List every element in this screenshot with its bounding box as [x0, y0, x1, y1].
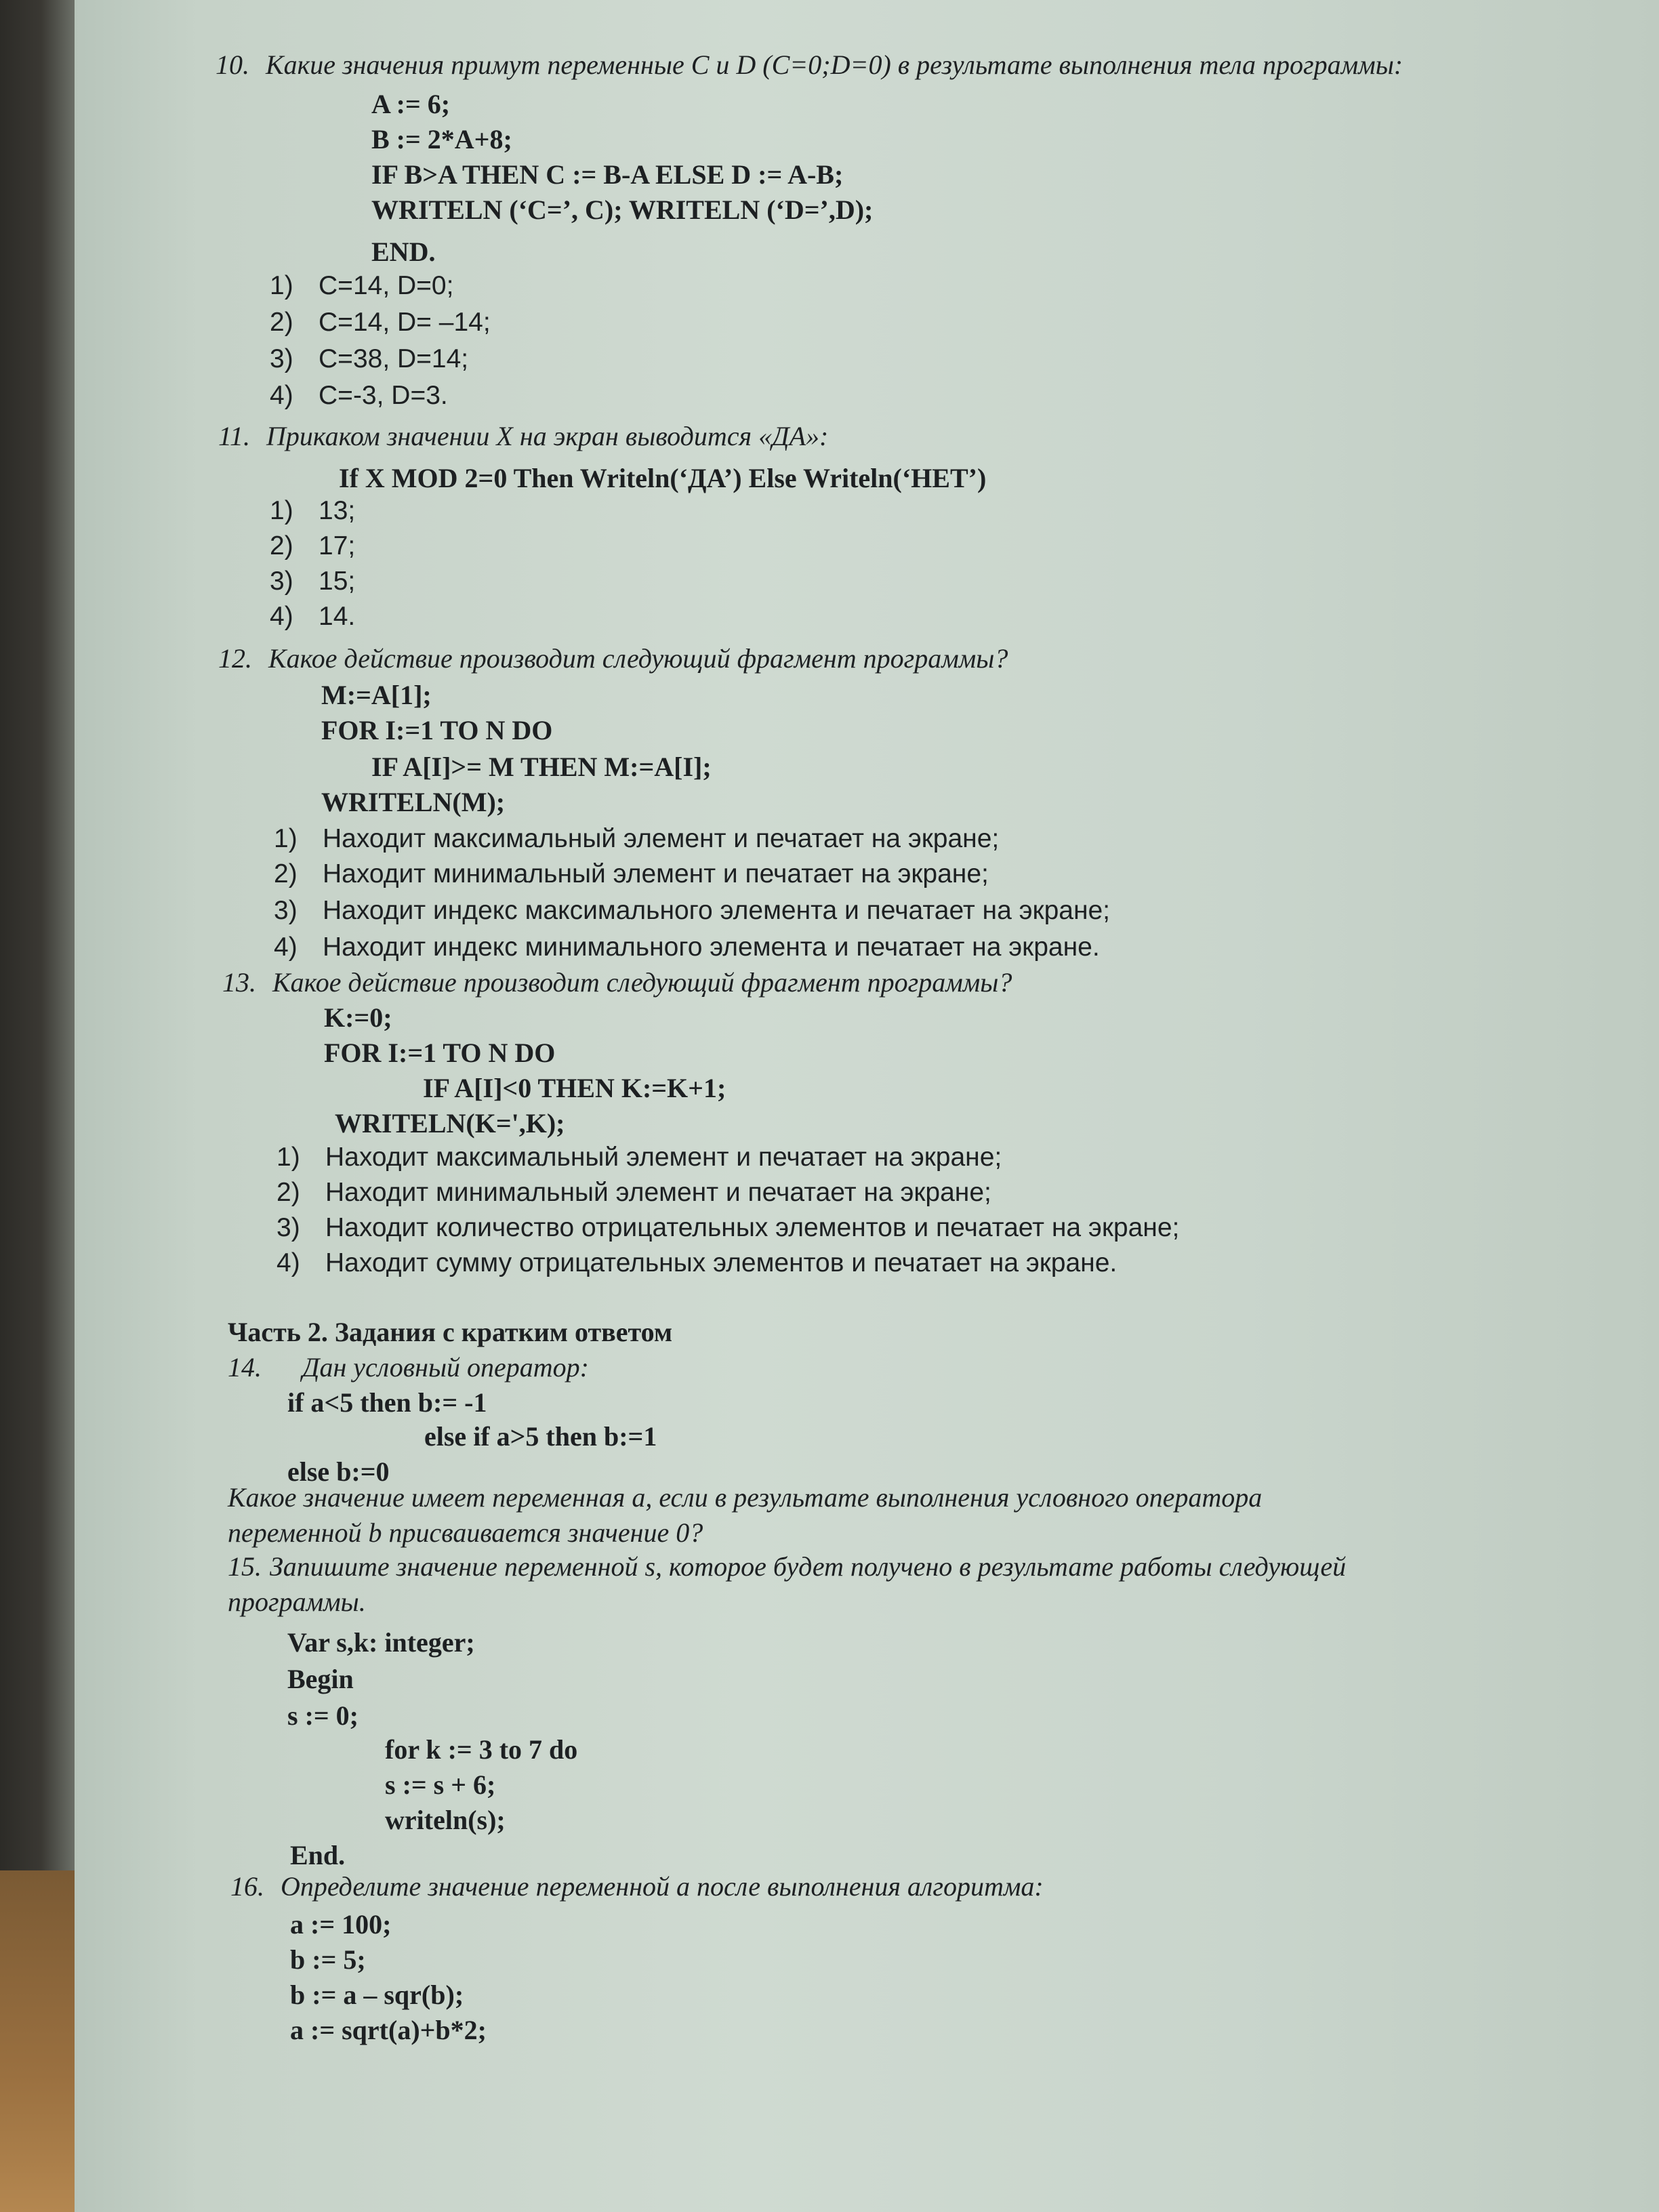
q12-option-3: 3) Находит индекс максимального элемента и печатает на экране;	[274, 896, 1111, 925]
q10-code-line-2: B := 2*A+8;	[371, 124, 512, 155]
part2-heading: Часть 2. Задания с кратким ответом	[228, 1317, 673, 1347]
q11-option-3: 3) 15;	[270, 567, 356, 596]
q12-option-1: 1) Находит максимальный элемент и печатает на экране;	[274, 824, 1000, 853]
q13-code-line-1: K:=0;	[324, 1002, 392, 1033]
q12-code-line-3: IF A[I]>= M THEN M:=A[I];	[371, 752, 712, 782]
q15-code-line-4: for k := 3 to 7 do	[385, 1734, 578, 1765]
q15-text-line-1: Запишите значение переменной s, которое будет получено в результате работы следующей	[270, 1551, 1347, 1582]
q16-code-line-1: a := 100;	[290, 1909, 392, 1940]
q13-code-line-2: FOR I:=1 TO N DO	[324, 1038, 556, 1068]
q13-option-4: 4) Находит сумму отрицательных элементов и печатает на экране.	[276, 1248, 1118, 1277]
q13-number: 13.	[222, 967, 256, 998]
q13-code-line-4: WRITELN(K=',K);	[335, 1108, 565, 1139]
q10-option-2: 2) C=14, D= –14;	[270, 308, 491, 337]
q14-code-line-3: else b:=0	[287, 1456, 390, 1487]
q15-number: 15.	[228, 1551, 262, 1582]
q16-text: Определите значение переменной a после выполнения алгоритма:	[281, 1871, 1044, 1902]
q13-text: Какое действие производит следующий фрагмент программы?	[272, 967, 1012, 998]
q12-option-2: 2) Находит минимальный элемент и печатает на экране;	[274, 859, 989, 888]
q13-option-2: 2) Находит минимальный элемент и печатает на экране;	[276, 1178, 991, 1207]
q11-option-2: 2) 17;	[270, 531, 356, 560]
q10-option-3: 3) C=38, D=14;	[270, 344, 469, 373]
q11-option-4: 4) 14.	[270, 602, 356, 631]
q15-code-line-5: s := s + 6;	[385, 1769, 496, 1800]
q14-code-line-1: if a<5 then b:= -1	[287, 1387, 487, 1418]
q13-code-line-3: IF A[I]<0 THEN K:=K+1;	[423, 1073, 726, 1103]
q12-heading	[218, 642, 1008, 675]
q15-text-line-2: программы.	[228, 1586, 366, 1617]
q15-code-line-7: End.	[290, 1840, 346, 1870]
q11-heading	[218, 420, 828, 453]
q10-heading	[216, 49, 1403, 81]
q10-code-line-4: WRITELN (‘C=’, C); WRITELN (‘D=’,D);	[371, 194, 874, 225]
q12-code-line-4: WRITELN(M);	[321, 787, 506, 817]
q12-code-line-1: M:=A[1];	[321, 680, 432, 710]
q15-heading	[228, 1551, 1346, 1583]
q14-question-line-2: переменной b присваивается значение 0?	[228, 1517, 703, 1548]
q12-number: 12.	[218, 643, 252, 674]
q12-code-line-2: FOR I:=1 TO N DO	[321, 715, 553, 745]
q11-code-line-1: If X MOD 2=0 Then Writeln(‘ДА’) Else Writeln(‘НЕТ’)	[339, 463, 987, 493]
q15-code-line-2: Begin	[287, 1664, 354, 1694]
q10-code-line-3: IF B>A THEN C := B-A ELSE D := A-B;	[371, 159, 844, 190]
q10-code-line-1: A := 6;	[371, 89, 451, 119]
q10-option-4: 4) C=-3, D=3.	[270, 381, 448, 410]
q15-code-line-6: writeln(s);	[385, 1805, 506, 1835]
q15-code-line-3: s := 0;	[287, 1700, 359, 1731]
q13-option-1: 1) Находит максимальный элемент и печатает на экране;	[276, 1143, 1002, 1172]
q10-number: 10.	[216, 49, 249, 80]
q14-number: 14.	[228, 1352, 262, 1382]
q16-number: 16.	[230, 1871, 264, 1902]
q16-code-line-2: b := 5;	[290, 1944, 366, 1975]
q12-option-4: 4) Находит индекс минимального элемента и печатает на экране.	[274, 933, 1100, 962]
q14-question-line-1: Какое значение имеет переменная a, если в результате выполнения условного оператора	[228, 1482, 1263, 1513]
q13-option-3: 3) Находит количество отрицательных элементов и печатает на экране;	[276, 1213, 1180, 1242]
q16-heading	[230, 1870, 1044, 1903]
q14-code-line-2: else if a>5 then b:=1	[424, 1421, 657, 1452]
q15-code-line-1: Var s,k: integer;	[287, 1627, 475, 1658]
q10-option-1: 1) C=14, D=0;	[270, 271, 454, 300]
q10-text: Какие значения примут переменные C и D (C=0;D=0) в результате выполнения тела программы:	[266, 49, 1404, 80]
q11-option-1: 1) 13;	[270, 496, 356, 525]
q11-number: 11.	[218, 421, 251, 451]
q13-heading	[222, 966, 1012, 999]
q16-code-line-4: a := sqrt(a)+b*2;	[290, 2015, 487, 2045]
q12-text: Какое действие производит следующий фрагмент программы?	[268, 643, 1008, 674]
q10-code-line-5: END.	[371, 237, 436, 267]
q16-code-line-3: b := a – sqr(b);	[290, 1980, 464, 2010]
q14-text: Дан условный оператор:	[302, 1352, 589, 1382]
q14-heading	[228, 1351, 589, 1384]
q11-text: Прикаком значении X на экран выводится «ДА»:	[266, 421, 829, 451]
